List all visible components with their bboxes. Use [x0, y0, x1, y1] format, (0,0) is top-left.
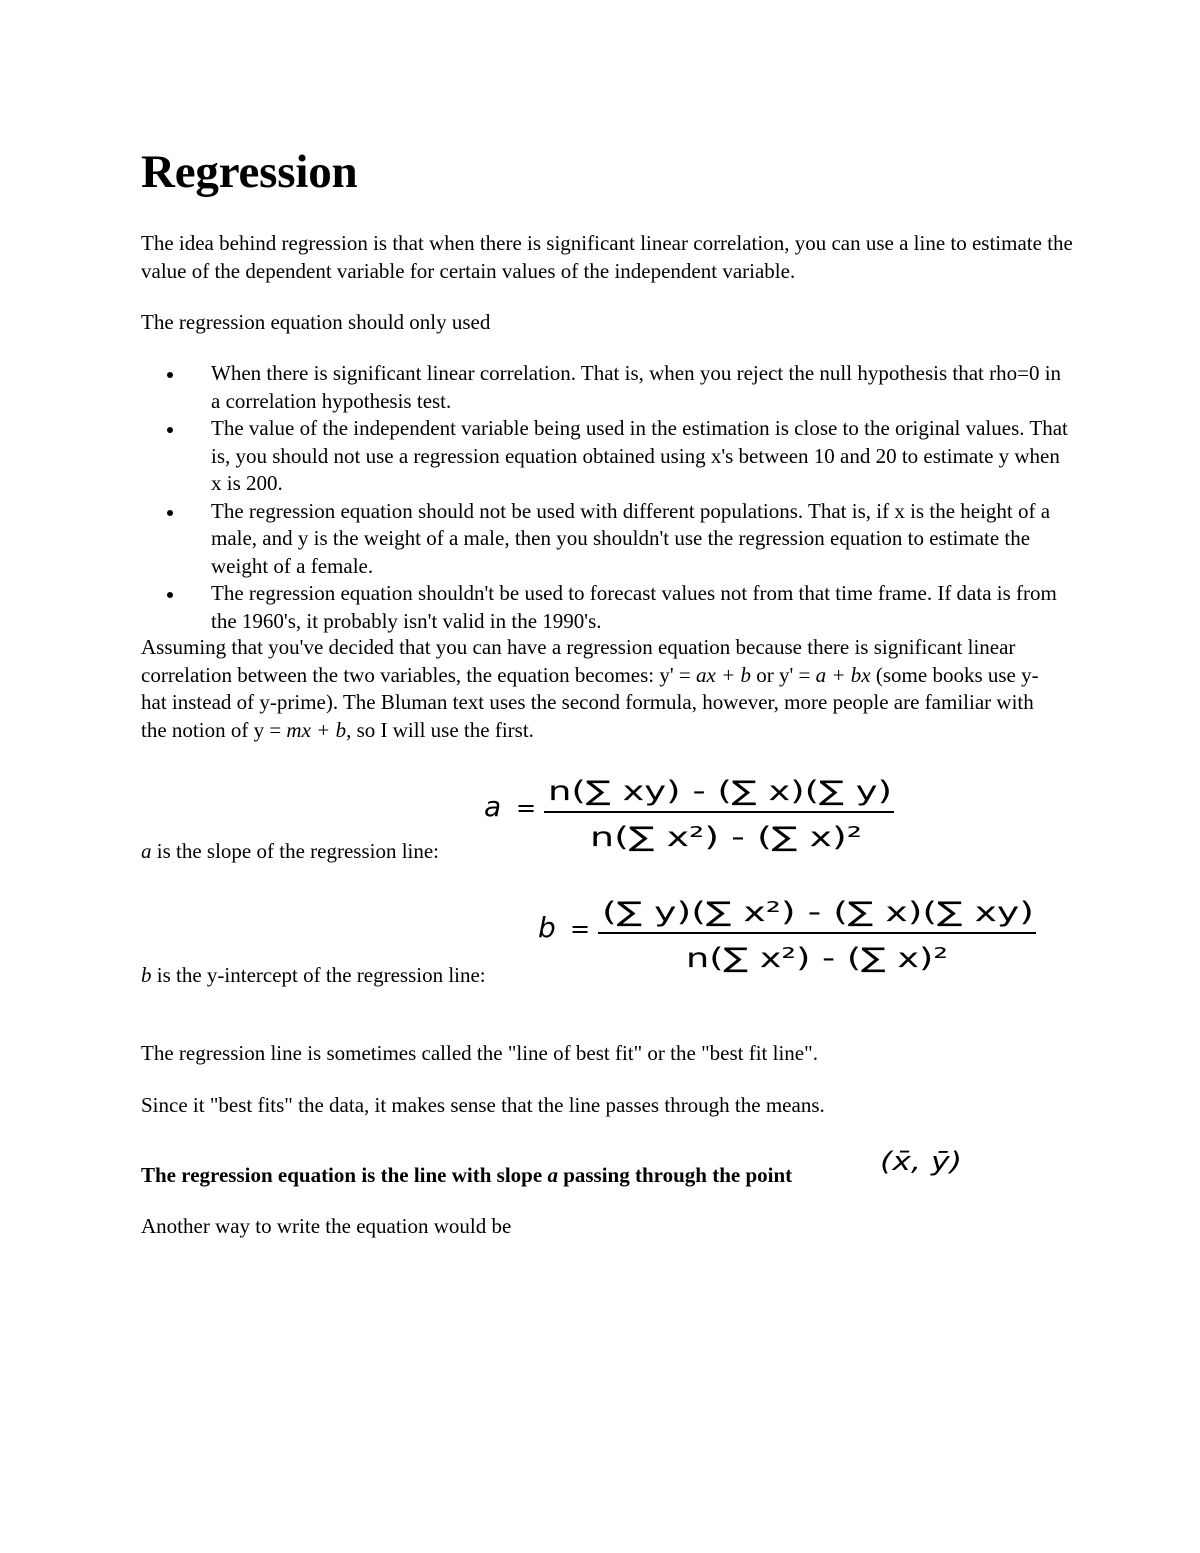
means-paragraph: Since it "best fits" the data, it makes sense that the line passes through the means.	[141, 1093, 825, 1117]
assumption-text-2: or y' =	[751, 662, 816, 687]
intercept-formula	[538, 893, 1048, 988]
mean-point	[878, 1140, 968, 1185]
intro-paragraph: The idea behind regression is that when there is significant linear correlation, you can use a line to estimate the value of the dependent variable for certain values of the independent variable.	[141, 231, 1073, 283]
statement-variable: a	[547, 1163, 558, 1187]
list-item-text: When there is significant linear correlation. That is, when you reject the null hypothesis that rho=0 in a correlation hypothesis test.	[211, 361, 1062, 413]
bullet-icon	[167, 372, 173, 378]
intercept-label-text: is the y-intercept of the regression line:	[151, 963, 486, 987]
formula-equals: =	[570, 915, 591, 943]
best-fit-paragraph: The regression line is sometimes called the "line of best fit" or the "best fit line".	[141, 1041, 818, 1065]
mean-point-text: (x̄, ȳ)	[880, 1147, 962, 1177]
list-item-text: The value of the independent variable being used in the estimation is close to the original values. That is, you should not use a regression equation obtained using x's between 10 and 20 to estimate y when x is 200.	[211, 416, 1068, 495]
page-title: Regression	[141, 146, 358, 198]
intercept-variable: b	[141, 963, 152, 987]
assumption-text-1: Assuming that you've decided that you can have a regression equation because there is significant linear correlation between the two variables, the equation becomes: y' =	[141, 635, 1016, 687]
list-item	[141, 415, 1071, 498]
bullet-icon	[167, 427, 173, 433]
assumption-paragraph	[141, 634, 1056, 744]
slope-variable: a	[141, 839, 152, 863]
statement-text-1: The regression equation is the line with slope	[141, 1163, 548, 1187]
statement-text-2: passing through the point	[557, 1163, 793, 1187]
formula-equals: =	[516, 794, 537, 822]
formula-lhs: a	[484, 790, 502, 823]
formula-numerator: (∑ y)(∑ x²) - (∑ x)(∑ xy)	[602, 897, 1034, 928]
slope-label	[141, 838, 439, 866]
formula-denominator: n(∑ x²) - (∑ x)²	[686, 943, 948, 974]
formula-lhs: b	[538, 911, 556, 944]
regression-statement	[141, 1162, 901, 1190]
list-item-text: The regression equation shouldn't be used to forecast values not from that time frame. If data is from the 1960's, it probably isn't valid in the 1990's.	[211, 581, 1057, 633]
assumption-text-3: (some books use y-hat instead of y-prime). The Bluman text uses the second formula, however, more people are familiar with the notion of y =	[141, 662, 1039, 742]
usage-conditions-list	[141, 360, 1071, 635]
bullet-icon	[167, 510, 173, 516]
assumption-text-4: , so I will use the first.	[346, 717, 534, 742]
formula-denominator: n(∑ x²) - (∑ x)²	[590, 822, 862, 853]
equation-a-plus-bx: a + bx	[815, 662, 871, 687]
list-item	[141, 498, 1071, 581]
equation-ax-plus-b: ax + b	[696, 662, 752, 687]
list-item	[141, 360, 1071, 415]
closing-paragraph: Another way to write the equation would be	[141, 1214, 512, 1238]
list-item	[141, 580, 1071, 635]
intercept-label	[141, 962, 486, 990]
usage-lead-paragraph: The regression equation should only used	[141, 310, 491, 334]
equation-mx-plus-b: mx + b	[286, 717, 347, 742]
slope-formula	[484, 772, 904, 867]
list-item-text: The regression equation should not be used with different populations. That is, if x is the height of a male, and y is the weight of a male, then you shouldn't use the regression equation to estimate the weight of a female.	[211, 498, 1051, 578]
slope-label-text: is the slope of the regression line:	[151, 839, 440, 863]
formula-numerator: n(∑ xy) - (∑ x)(∑ y)	[548, 776, 892, 807]
bullet-icon	[167, 592, 173, 598]
